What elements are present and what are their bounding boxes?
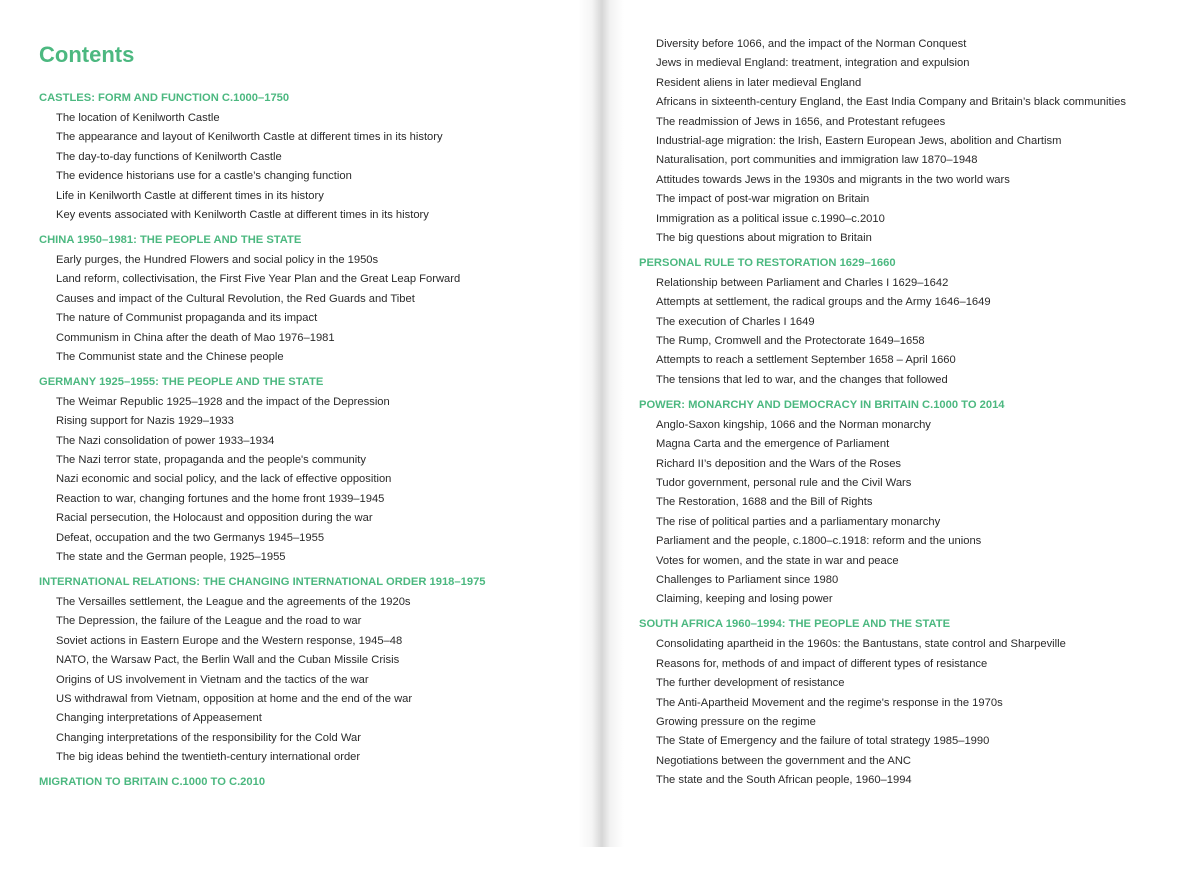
section-entries	[39, 595, 569, 765]
contents-entry: Challenges to Parliament since 1980	[656, 573, 839, 586]
contents-entry: Origins of US involvement in Vietnam and the tactics of the war	[56, 673, 369, 686]
page-title: Contents	[39, 42, 135, 67]
section-entries	[639, 37, 1179, 246]
contents-entry: The big questions about migration to Britain	[656, 231, 872, 244]
right-sections	[639, 37, 1179, 788]
contents-entry: Reasons for, methods of and impact of different types of resistance	[656, 657, 988, 670]
contents-entry: The Rump, Cromwell and the Protectorate 1649–1658	[656, 335, 925, 348]
contents-entry: Changing interpretations of Appeasement	[56, 712, 262, 725]
contents-entry: The rise of political parties and a parliamentary monarchy	[656, 515, 941, 528]
contents-entry: Key events associated with Kenilworth Castle at different times in its history	[56, 208, 429, 221]
contents-section	[639, 37, 1179, 246]
contents-entry: Racial persecution, the Holocaust and opposition during the war	[56, 512, 373, 525]
contents-entry: The Communist state and the Chinese people	[56, 350, 284, 363]
contents-entry: Attitudes towards Jews in the 1930s and migrants in the two world wars	[656, 173, 1010, 186]
contents-entry: Growing pressure on the regime	[656, 715, 816, 728]
contents-section	[639, 398, 1179, 608]
contents-entry: The appearance and layout of Kenilworth Castle at different times in its history	[56, 131, 443, 144]
contents-entry: The location of Kenilworth Castle	[56, 112, 220, 124]
section-heading-migration-to-britain-c-1000-to-c-2010: MIGRATION TO BRITAIN C.1000 TO C.2010	[39, 776, 266, 789]
contents-entry: The Anti-Apartheid Movement and the regime's response in the 1970s	[656, 696, 1003, 709]
contents-entry: The execution of Charles I 1649	[656, 315, 815, 328]
contents-entry: The big ideas behind the twentieth-century international order	[56, 751, 361, 764]
contents-entry: Nazi economic and social policy, and the lack of effective opposition	[56, 473, 392, 486]
contents-entry: Anglo-Saxon kingship, 1066 and the Norman monarchy	[656, 418, 931, 431]
contents-entry: The nature of Communist propaganda and its impact	[56, 312, 318, 325]
contents-entry: Soviet actions in Eastern Europe and the Western response, 1945–48	[56, 634, 403, 647]
contents-entry: Communism in China after the death of Mao 1976–1981	[56, 331, 335, 344]
section-heading-international-relations-the-changing-int: INTERNATIONAL RELATIONS: THE CHANGING INTERNATIONAL ORDER 1918–1975	[39, 576, 486, 589]
contents-entry: Negotiations between the government and the ANC	[656, 754, 911, 767]
section-entries	[39, 111, 569, 223]
contents-entry: Land reform, collectivisation, the First Five Year Plan and the Great Leap Forward	[56, 273, 461, 286]
contents-entry: Rising support for Nazis 1929–1933	[56, 415, 234, 428]
section-heading-power-monarchy-and-democracy-in-britain-: POWER: MONARCHY AND DEMOCRACY IN BRITAIN C.1000 TO 2014	[639, 398, 1005, 411]
contents-section	[39, 233, 569, 365]
contents-section	[39, 775, 569, 790]
contents-section	[39, 91, 569, 223]
contents-entry: The tensions that led to war, and the changes that followed	[656, 373, 948, 386]
contents-entry: Diversity before 1066, and the impact of the Norman Conquest	[656, 38, 967, 50]
section-heading-castles-form-and-function-c-1000-1750: CASTLES: FORM AND FUNCTION C.1000–1750	[39, 92, 290, 104]
left-sections	[39, 91, 569, 790]
contents-section	[39, 575, 569, 765]
right-page	[639, 37, 1179, 884]
contents-entry: The Depression, the failure of the League and the road to war	[56, 615, 362, 628]
contents-entry: Relationship between Parliament and Charles I 1629–1642	[656, 276, 949, 289]
section-heading-china-1950-1981-the-people-and-the-state: CHINA 1950–1981: THE PEOPLE AND THE STATE	[39, 233, 302, 246]
book-gutter	[578, 0, 624, 847]
section-entries	[39, 395, 569, 565]
contents-entry: The State of Emergency and the failure of total strategy 1985–1990	[656, 735, 990, 748]
contents-entry: US withdrawal from Vietnam, opposition at home and the end of the war	[56, 692, 413, 705]
section-entries	[39, 253, 569, 365]
contents-entry: Tudor government, personal rule and the Civil Wars	[656, 477, 912, 490]
contents-entry: Attempts at settlement, the radical groups and the Army 1646–1649	[656, 296, 991, 309]
contents-section	[39, 375, 569, 565]
contents-entry: The evidence historians use for a castle’s changing function	[56, 170, 352, 183]
contents-entry: Africans in sixteenth-century England, the East India Company and Britain’s black communities	[656, 96, 1126, 109]
contents-entry: Votes for women, and the state in war and peace	[656, 554, 899, 567]
contents-entry: Magna Carta and the emergence of Parliament	[656, 438, 890, 451]
contents-entry: Defeat, occupation and the two Germanys 1945–1955	[56, 531, 325, 544]
contents-entry: Naturalisation, port communities and immigration law 1870–1948	[656, 154, 978, 167]
contents-entry: The Weimar Republic 1925–1928 and the impact of the Depression	[56, 395, 390, 408]
contents-entry: The Nazi consolidation of power 1933–1934	[56, 434, 275, 447]
contents-entry: Reaction to war, changing fortunes and the home front 1939–1945	[56, 492, 385, 505]
contents-entry: Attempts to reach a settlement September 1658 – April 1660	[656, 354, 956, 367]
contents-entry: The further development of resistance	[656, 677, 845, 690]
contents-entry: Resident aliens in later medieval England	[656, 76, 862, 89]
contents-entry: Causes and impact of the Cultural Revolution, the Red Guards and Tibet	[56, 292, 415, 305]
contents-entry: Industrial-age migration: the Irish, Eastern European Jews, abolition and Chartism	[656, 134, 1062, 147]
section-heading-germany-1925-1955-the-people-and-the-sta: GERMANY 1925–1955: THE PEOPLE AND THE STATE	[39, 375, 324, 388]
section-entries	[639, 276, 1179, 388]
contents-entry: Changing interpretations of the responsibility for the Cold War	[56, 731, 361, 744]
contents-entry: The Nazi terror state, propaganda and the people's community	[56, 454, 366, 467]
contents-entry: Parliament and the people, c.1800–c.1918: reform and the unions	[656, 535, 982, 548]
contents-entry: The state and the South African people, 1960–1994	[656, 774, 912, 787]
contents-entry: The day-to-day functions of Kenilworth Castle	[56, 150, 282, 163]
section-entries	[639, 418, 1179, 608]
contents-entry: NATO, the Warsaw Pact, the Berlin Wall and the Cuban Missile Crisis	[56, 654, 400, 667]
contents-entry: The impact of post-war migration on Britain	[656, 193, 870, 206]
section-entries	[639, 637, 1179, 788]
contents-entry: The state and the German people, 1925–1955	[56, 551, 286, 564]
contents-entry: Richard II’s deposition and the Wars of the Roses	[656, 457, 902, 470]
contents-entry: The Restoration, 1688 and the Bill of Rights	[656, 496, 873, 509]
left-page	[39, 41, 569, 888]
contents-section	[639, 617, 1179, 788]
contents-entry: Claiming, keeping and losing power	[656, 593, 833, 606]
contents-entry: The Versailles settlement, the League and the agreements of the 1920s	[56, 596, 411, 609]
contents-entry: Life in Kenilworth Castle at different times in its history	[56, 189, 324, 202]
section-heading-south-africa-1960-1994-the-people-and-th: SOUTH AFRICA 1960–1994: THE PEOPLE AND THE STATE	[639, 618, 951, 631]
contents-entry: Consolidating apartheid in the 1960s: the Bantustans, state control and Sharpeville	[656, 638, 1066, 651]
contents-entry: Immigration as a political issue c.1990–c.2010	[656, 212, 885, 225]
contents-entry: The readmission of Jews in 1656, and Protestant refugees	[656, 115, 946, 128]
contents-entry: Jews in medieval England: treatment, integration and expulsion	[656, 57, 970, 70]
contents-section	[639, 256, 1179, 388]
contents-entry: Early purges, the Hundred Flowers and social policy in the 1950s	[56, 253, 379, 266]
section-heading-personal-rule-to-restoration-1629-1660: PERSONAL RULE TO RESTORATION 1629–1660	[639, 256, 896, 269]
